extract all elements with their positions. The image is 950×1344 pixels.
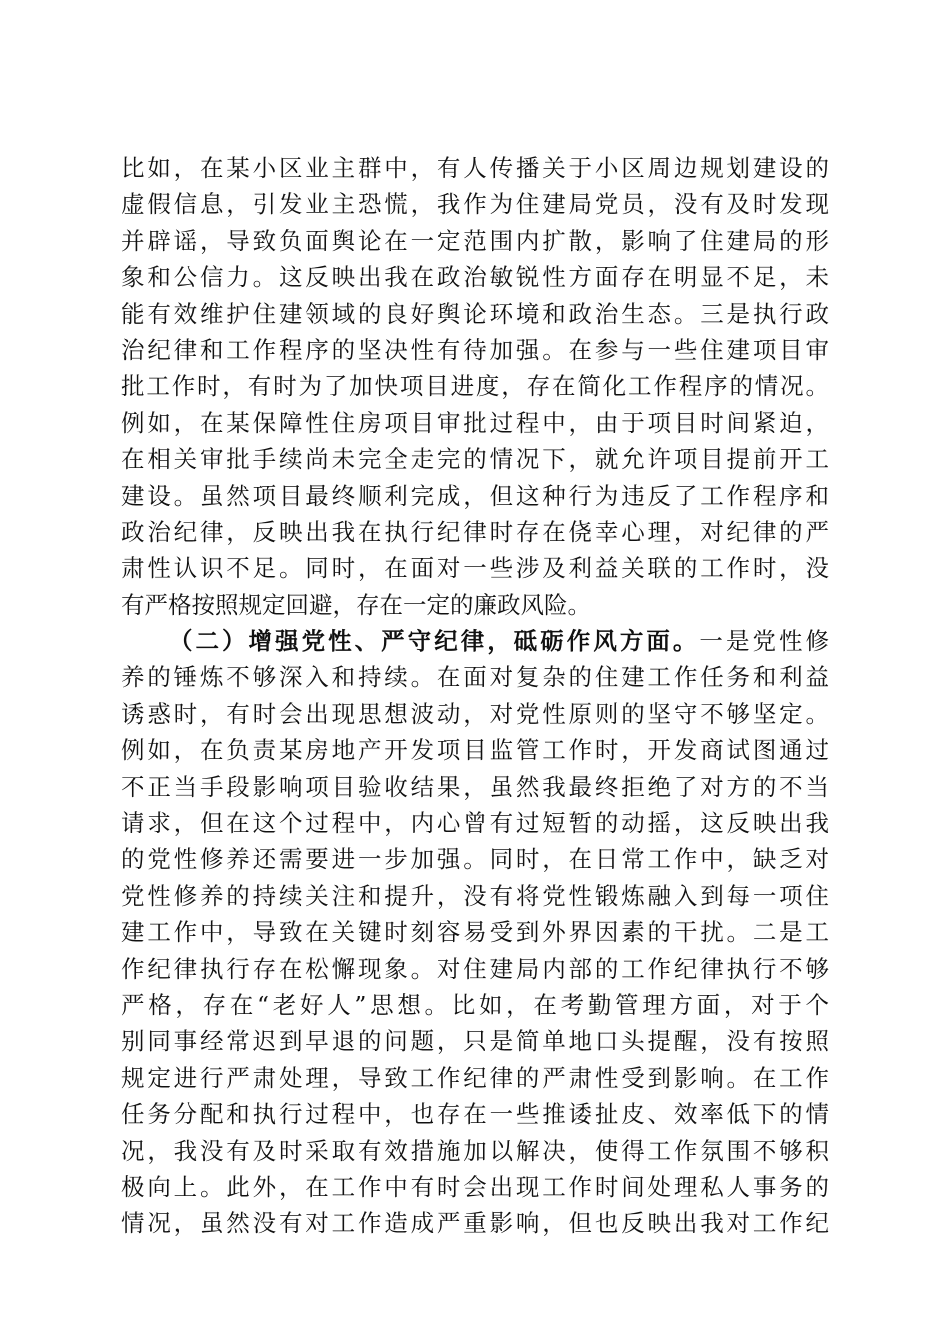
text-line: 在相关审批手续尚未完全走完的情况下，就允许项目提前开工 xyxy=(121,445,829,474)
section-heading: （二）增强党性、严守纪律，砥砺作风方面。 xyxy=(169,627,700,656)
text-line: 养的锤炼不够深入和持续。在面对复杂的住建工作任务和利益 xyxy=(121,663,829,692)
text-line: 有严格按照规定回避，存在一定的廉政风险。 xyxy=(121,590,591,619)
text-line: 极向上。此外，在工作中有时会出现工作时间处理私人事务的 xyxy=(121,1172,829,1201)
text-line: 治纪律和工作程序的坚决性有待加强。在参与一些住建项目审 xyxy=(121,335,829,364)
text-line: 作纪律执行存在松懈现象。对住建局内部的工作纪律执行不够 xyxy=(121,954,829,983)
text-line: 建工作中，导致在关键时刻容易受到外界因素的干扰。二是工 xyxy=(121,918,829,947)
text-line: 别同事经常迟到早退的问题，只是简单地口头提醒，没有按照 xyxy=(121,1027,829,1056)
text-line: 虚假信息，引发业主恐慌，我作为住建局党员，没有及时发现 xyxy=(121,190,829,219)
text-line: 建设。虽然项目最终顺利完成，但这种行为违反了工作程序和 xyxy=(121,481,829,510)
text-line: 并辟谣，导致负面舆论在一定范围内扩散，影响了住建局的形 xyxy=(121,226,829,255)
text-line: 的党性修养还需要进一步加强。同时，在日常工作中，缺乏对 xyxy=(121,845,829,874)
text-line: 政治纪律，反映出我在执行纪律时存在侥幸心理，对纪律的严 xyxy=(121,517,829,546)
text-line: 严格，存在“老好人”思想。比如，在考勤管理方面，对于个 xyxy=(121,990,829,1019)
text-line: 不正当手段影响项目验收结果，虽然我最终拒绝了对方的不当 xyxy=(121,772,829,801)
text-line: 肃性认识不足。同时，在面对一些涉及利益关联的工作时，没 xyxy=(121,554,829,583)
text-line: 任务分配和执行过程中，也存在一些推诿扯皮、效率低下的情 xyxy=(121,1100,829,1129)
section-heading-continuation: 一是党性修 xyxy=(699,627,830,656)
text-line: 诱惑时，有时会出现思想波动，对党性原则的坚守不够坚定。 xyxy=(121,699,829,728)
text-line: 党性修养的持续关注和提升，没有将党性锻炼融入到每一项住 xyxy=(121,881,829,910)
text-line: 批工作时，有时为了加快项目进度，存在简化工作程序的情况。 xyxy=(121,372,829,401)
text-line: 能有效维护住建领域的良好舆论环境和政治生态。三是执行政 xyxy=(121,299,829,328)
text-line: 象和公信力。这反映出我在政治敏锐性方面存在明显不足，未 xyxy=(121,263,829,292)
text-line: 请求，但在这个过程中，内心曾有过短暂的动摇，这反映出我 xyxy=(121,809,829,838)
text-line: 例如，在负责某房地产开发项目监管工作时，开发商试图通过 xyxy=(121,736,829,765)
text-line: 例如，在某保障性住房项目审批过程中，由于项目时间紧迫， xyxy=(121,408,829,437)
text-line: 况，我没有及时采取有效措施加以解决，使得工作氛围不够积 xyxy=(121,1136,829,1165)
text-line: 比如，在某小区业主群中，有人传播关于小区周边规划建设的 xyxy=(121,154,829,182)
body-text xyxy=(121,150,829,1242)
text-line: 规定进行严肃处理，导致工作纪律的严肃性受到影响。在工作 xyxy=(121,1063,829,1092)
text-line: 情况，虽然没有对工作造成严重影响，但也反映出我对工作纪 xyxy=(121,1209,829,1238)
section-heading-line xyxy=(121,623,829,659)
